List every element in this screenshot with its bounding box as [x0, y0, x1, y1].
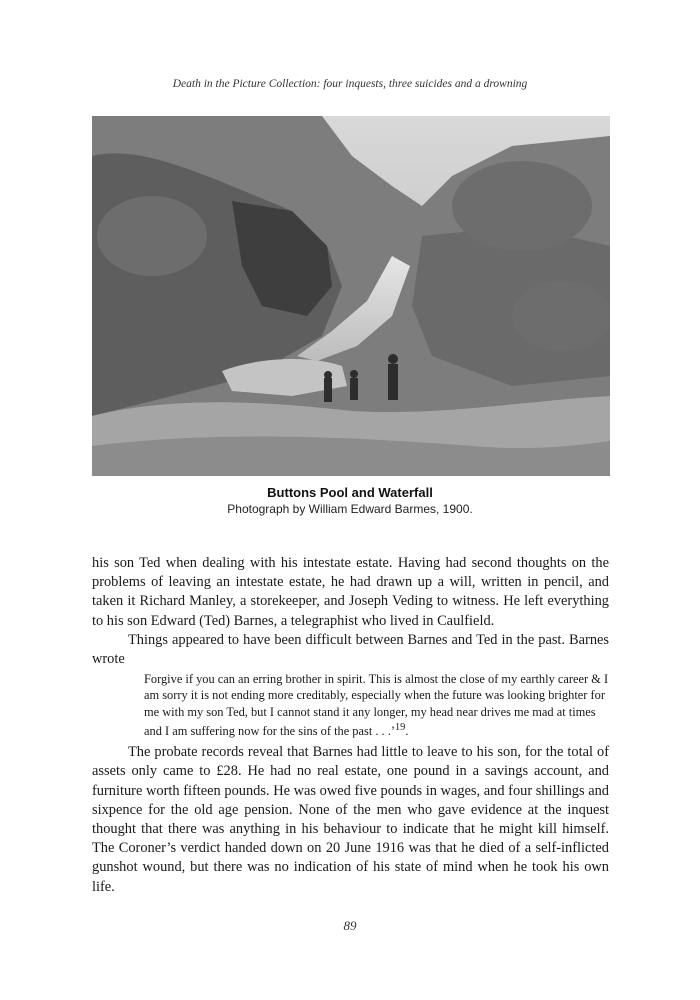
block-quote — [144, 671, 609, 739]
body-text — [92, 554, 609, 897]
block-quote-text: Forgive if you can an erring brother in spirit. This is almost the close of my earthly career & I am sorry it is not ending more creditably, especially when the future was looking brighter for me with my son Ted, but I cannot stand it any longer, my head near drives me mad at times and I am suffering now for the sins of the past . . .’ — [144, 672, 609, 738]
page-number: 89 — [343, 918, 357, 933]
waterfall-photograph — [92, 116, 610, 476]
paragraph-2: Things appeared to have been difficult between Barnes and Ted in the past. Barnes wrote — [92, 631, 609, 668]
figure-credit: Photograph by William Edward Barmes, 1900. — [227, 502, 473, 516]
figure-caption — [0, 485, 700, 516]
running-head: Death in the Picture Collection: four inquests, three suicides and a drowning — [172, 78, 528, 90]
paragraph-1: his son Ted when dealing with his intestate estate. Having had second thoughts on the problems of leaving an intestate estate, he had drawn up a will, written in pencil, and taken it Richard Manley, a storekeeper, and Joseph Veding to witness. He left everything to his son Edward (Ted) Barnes, a telegraphist who lived in Caulfield. — [92, 555, 609, 629]
paragraph-3: The probate records reveal that Barnes had little to leave to his son, for the total of assets only came to £28. He had no real estate, one pound in a savings account, and furniture worth fifteen pounds. He was owed five pounds in wages, and four shillings and sixpence for the old age pension. None of the men who gave evidence at the inquest thought that there was anything in his behaviour to indicate that he might kill himself. The Coroner’s verdict handed down on 20 June 1916 was that he died of a self-inflicted gunshot wound, but there was no indication of his state of mind when he took his own life. — [92, 744, 609, 895]
footnote-marker: 19 — [394, 721, 406, 733]
figure-title: Buttons Pool and Waterfall — [267, 485, 433, 500]
block-quote-end: . — [405, 723, 409, 738]
